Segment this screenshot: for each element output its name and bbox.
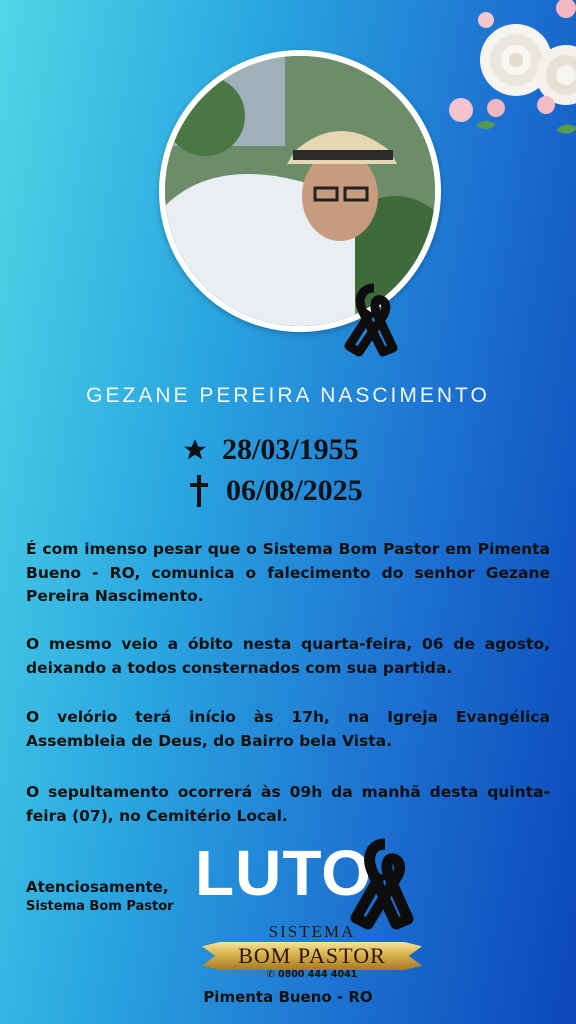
cross-icon	[184, 476, 214, 506]
bom-pastor-logo	[196, 922, 428, 984]
signoff	[26, 878, 174, 914]
white-roses-decoration	[416, 0, 576, 150]
logo-sistema-text: SISTEMA	[268, 922, 356, 941]
birth-date-row	[180, 433, 359, 467]
death-details-paragraph: O mesmo veio a óbito nesta quarta-feira, 06 de agosto, deixando a todos consternados com sua partida.	[26, 635, 550, 677]
death-date: 06/08/2025	[226, 474, 363, 507]
death-date-row	[184, 474, 363, 508]
birth-date: 28/03/1955	[222, 433, 359, 466]
luto-heading: LUTO	[195, 837, 373, 909]
burial-details-paragraph: O sepultamento ocorrerá às 09h da manhã desta quinta-feira (07), no Cemitério Local.	[26, 783, 550, 825]
mourning-ribbon-large-icon	[350, 838, 420, 930]
wake-details-paragraph: O velório terá início às 17h, na Igreja Evangélica Assembleia de Deus, do Bairro bela Vista.	[26, 708, 550, 750]
logo-brand-text: BOM PASTOR	[238, 943, 386, 968]
signoff-greeting: Atenciosamente,	[26, 878, 169, 896]
announcement-paragraph: É com imenso pesar que o Sistema Bom Pastor em Pimenta Bueno - RO, comunica o falecimento do senhor Gezane Pereira Nascimento.	[26, 540, 550, 605]
city-footer: Pimenta Bueno - RO	[203, 988, 373, 1006]
signoff-signature: Sistema Bom Pastor	[26, 899, 174, 914]
star-icon	[180, 435, 210, 465]
logo-phone: ✆ 0800 444 4041	[266, 969, 358, 980]
deceased-name: GEZANE PEREIRA NASCIMENTO	[86, 384, 490, 407]
mourning-ribbon-icon	[343, 282, 405, 358]
